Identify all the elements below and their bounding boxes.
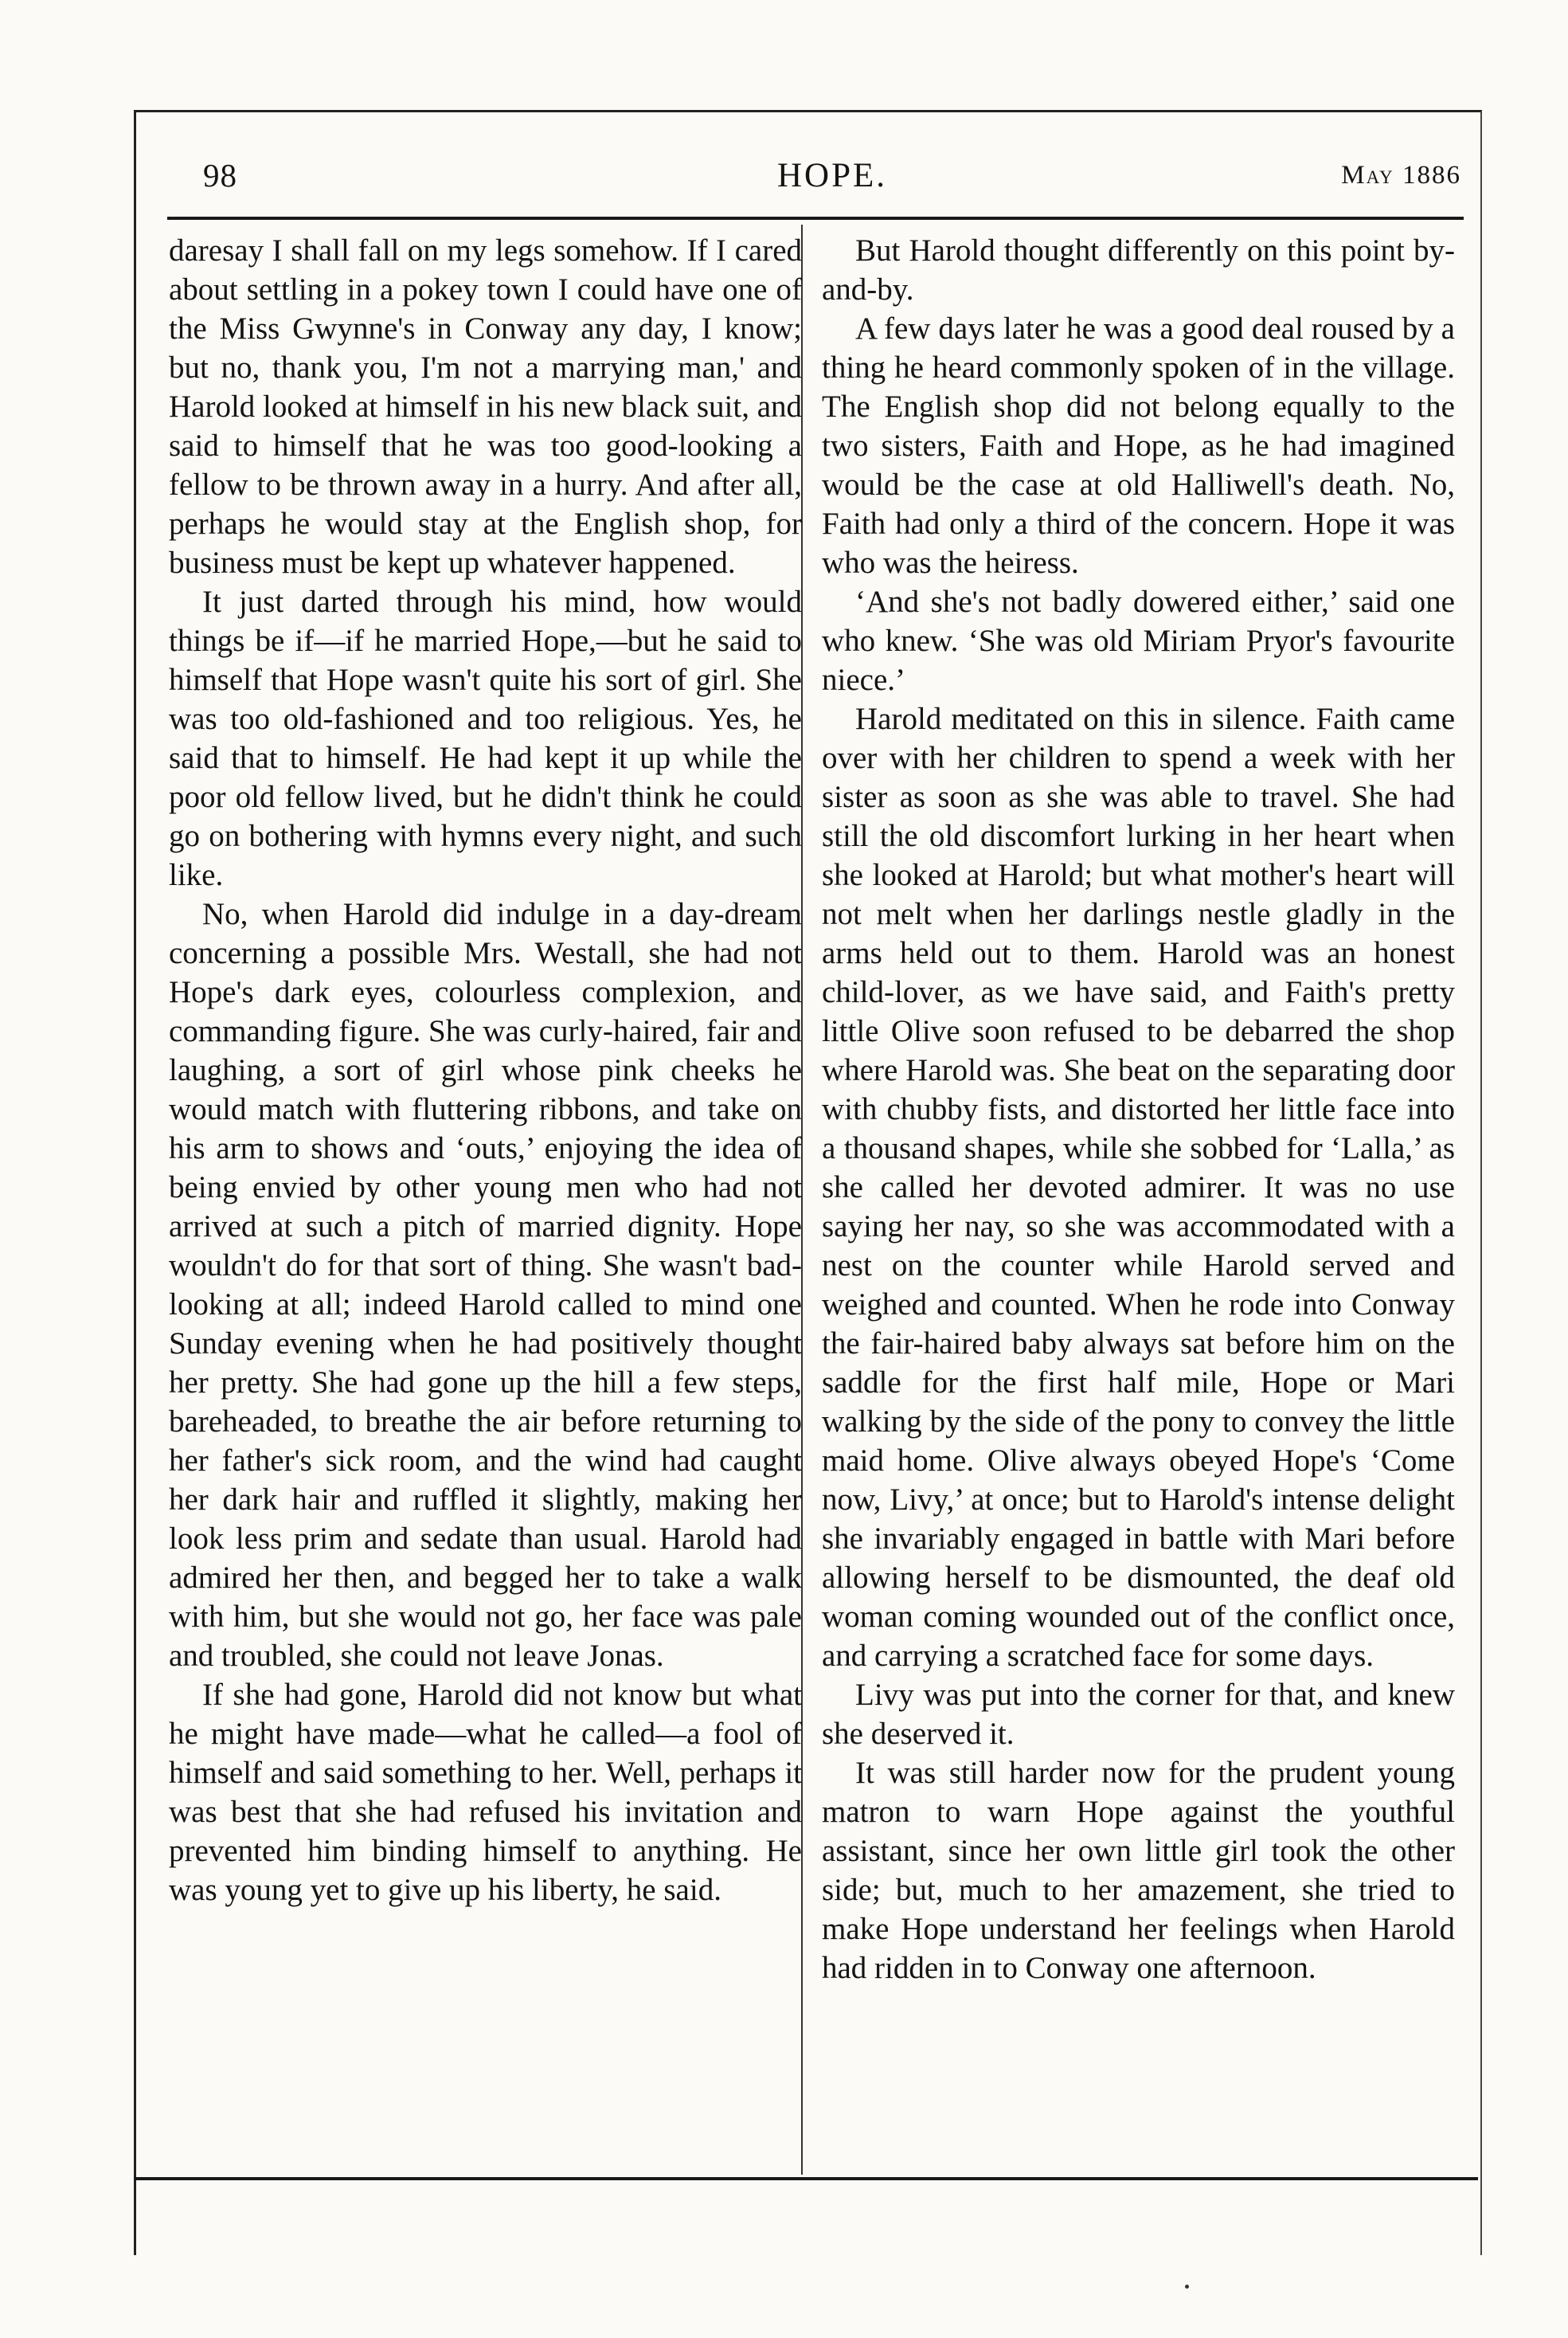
footer-rule (134, 2177, 1478, 2180)
page-number: 98 (203, 157, 237, 194)
running-header (203, 156, 1461, 212)
paragraph: daresay I shall fall on my legs somehow. If I cared about settling in a pokey town I could have one of the Miss Gwynne's in Conway any day, I know; but no, thank you, I'm not a marrying man,' and Harold looked at himself in his new black suit, and said to himself that he was too good-looking a fellow to be thrown away in a hurry. And after all, perhaps he would stay at the English shop, for business must be kept up whatever happened. (169, 233, 803, 580)
paragraph: Livy was put into the corner for that, and knew she deserved it. (822, 1678, 1455, 1751)
paragraph: A few days later he was a good deal roused by a thing he heard commonly spoken of in the village. The English shop did not belong equally to the two sisters, Faith and Hope, as he had imagined would be the case at old Halliwell's death. No, Faith had only a third of the concern. Hope it was who was the heiress. (822, 311, 1455, 580)
left-column (169, 231, 802, 1909)
paragraph: No, when Harold did indulge in a day-dream concerning a possible Mrs. Westall, she had not Hope's dark eyes, colourless complexion, and commanding figure. She was curly-haired, fair and laughing, a sort of girl whose pink cheeks he would match with fluttering ribbons, and take on his arm to shows and ‘outs,’ enjoying the idea of being envied by other young men who had not arrived at such a pitch of married dignity. Hope wouldn't do for that sort of thing. She wasn't bad-looking at all; indeed Harold called to mind one Sunday evening when he had positively thought her pretty. She had gone up the hill a few steps, bareheaded, to breathe the air before returning to her father's sick room, and the wind had caught her dark hair and ruffled it slightly, making her look less prim and sedate than usual. Harold had admired her then, and begged her to take a walk with him, but she would not go, her face was pale and troubled, she could not leave Jonas. (169, 897, 802, 1673)
paragraph: Harold meditated on this in silence. Faith came over with her children to spend a week with her sister as soon as she was able to travel. She had still the old discomfort lurking in her heart when she looked at Harold; but what mother's heart will not melt when her darlings nestle gladly in the arms held out to them. Harold was an honest child-lover, as we have said, and Faith's pretty little Olive soon refused to be debarred the shop where Harold was. She beat on the separating door with chubby fists, and distorted her little face into a thousand shapes, while she sobbed for ‘Lalla,’ as she called her devoted admirer. It was no use saying her nay, so she was accommodated with a nest on the counter while Harold served and weighed and counted. When he rode into Conway the fair-haired baby always sat before him on the saddle for the first half mile, Hope or Mari walking by the side of the pony to convey the little maid home. Olive always obeyed Hope's ‘Come now, Livy,’ at once; but to Harold's intense delight she invariably engaged in battle with Mari before allowing herself to be dismounted, the deaf old woman coming wounded out of the conflict once, and carrying a scratched face for some days. (822, 702, 1455, 1673)
paragraph: It was still harder now for the prudent young matron to warn Hope against the youthful assistant, since her own little girl took the other side; but, much to her amazement, she tried to make Hope understand her feelings when Harold had ridden in to Conway one afternoon. (822, 1756, 1455, 1985)
page-title: HOPE. (776, 157, 888, 194)
paragraph: If she had gone, Harold did not know but what he might have made—what he called—a fool of himself and said something to her. Well, perhaps it was best that she had refused his invitation and prevented him binding himself to anything. He was young yet to give up his liberty, he said. (169, 1678, 802, 1907)
paragraph: But Harold thought differently on this point by-and-by. (822, 233, 1455, 307)
paragraph: ‘And she's not badly dowered either,’ said one who knew. ‘She was old Miriam Pryor's favourite niece.’ (822, 585, 1455, 697)
paragraph: It just darted through his mind, how would things be if—if he married Hope,—but he said to himself that Hope wasn't quite his sort of girl. She was too old-fashioned and too religious. Yes, he said that to himself. He had kept it up while the poor old fellow lived, but he didn't think he could go on bothering with hymns every night, and such like. (169, 585, 802, 892)
header-rule (167, 217, 1464, 220)
right-column (822, 231, 1455, 1987)
print-speck (1185, 2285, 1189, 2289)
issue-date: May 1886 (1341, 161, 1461, 190)
